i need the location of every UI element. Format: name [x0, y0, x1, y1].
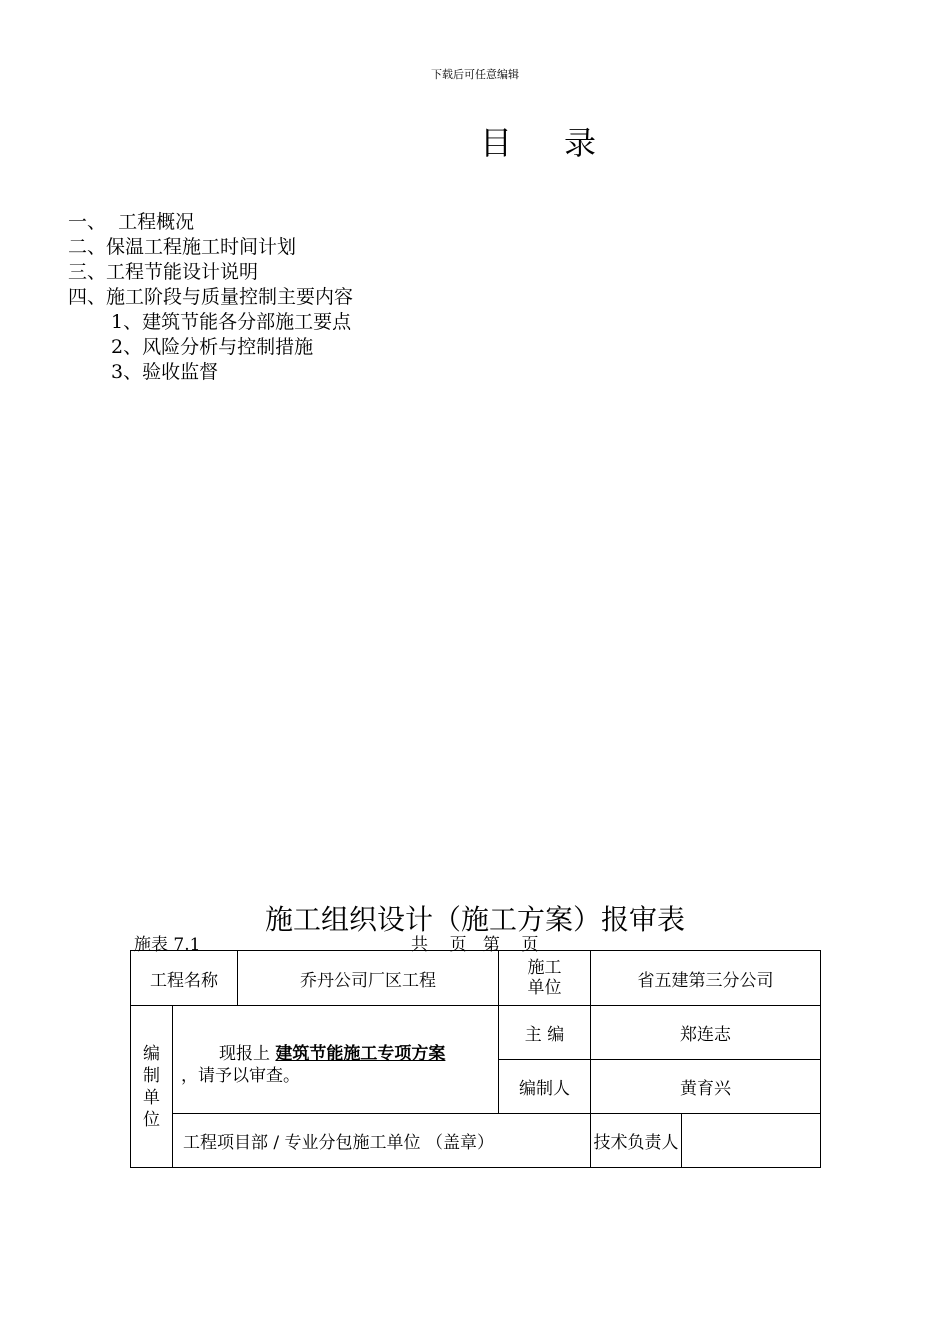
header-note: 下载后可任意编辑 — [431, 68, 519, 81]
toc-title-char-2: 录 — [564, 124, 597, 162]
compiler-value: 黄育兴 — [591, 1060, 821, 1114]
report-statement — [173, 1006, 499, 1114]
report-subject: 建筑节能施工专项方案 — [275, 1044, 446, 1064]
chief-editor-label: 主 编 — [499, 1006, 591, 1060]
contractor-label-line: 施工 — [527, 958, 562, 978]
contractor-label — [499, 951, 591, 1006]
project-name-value: 乔丹公司厂区工程 — [238, 951, 499, 1006]
contractor-value: 省五建第三分公司 — [591, 951, 821, 1006]
toc-subitem: 1、建筑节能各分部施工要点 — [111, 311, 352, 333]
toc-item: 二、保温工程施工时间计划 — [68, 236, 297, 258]
form-title: 施工组织设计（施工方案）报审表 — [264, 903, 685, 936]
compile-unit-label — [131, 1006, 173, 1168]
toc-title-char-1: 目 — [480, 124, 513, 162]
dept-stamp: 工程项目部 / 专业分包施工单位 （盖章） — [173, 1114, 591, 1168]
form-meta — [134, 930, 824, 955]
table-of-contents — [68, 210, 353, 385]
toc-subitem: 2、风险分析与控制措施 — [111, 336, 314, 358]
review-form-table — [130, 950, 821, 1168]
compile-unit-char: 编 — [143, 1043, 160, 1064]
compile-unit-char: 制 — [143, 1065, 160, 1086]
toc-title — [480, 118, 596, 164]
toc-item: 三、工程节能设计说明 — [68, 261, 259, 283]
report-prefix: 现报上 — [219, 1044, 270, 1064]
form-code: 施表 7.1 — [134, 935, 201, 955]
tech-lead-label — [591, 1114, 682, 1168]
toc-subitem: 3、验收监督 — [111, 361, 219, 383]
page-count: 共 页 第 页 — [411, 935, 539, 955]
tech-lead-label-text: 技术负责人 — [593, 1133, 679, 1153]
contractor-label-line: 单位 — [527, 978, 562, 998]
project-name-label: 工程名称 — [131, 951, 238, 1006]
toc-item: 一、 工程概况 — [68, 211, 195, 233]
toc-item: 四、施工阶段与质量控制主要内容 — [68, 286, 354, 308]
compile-unit-char: 位 — [143, 1109, 160, 1130]
compiler-label: 编制人 — [499, 1060, 591, 1114]
tech-lead-value[interactable] — [682, 1114, 821, 1168]
report-suffix: ，请予以审查。 — [181, 1066, 300, 1086]
chief-editor-value: 郑连志 — [591, 1006, 821, 1060]
compile-unit-char: 单 — [143, 1087, 160, 1108]
